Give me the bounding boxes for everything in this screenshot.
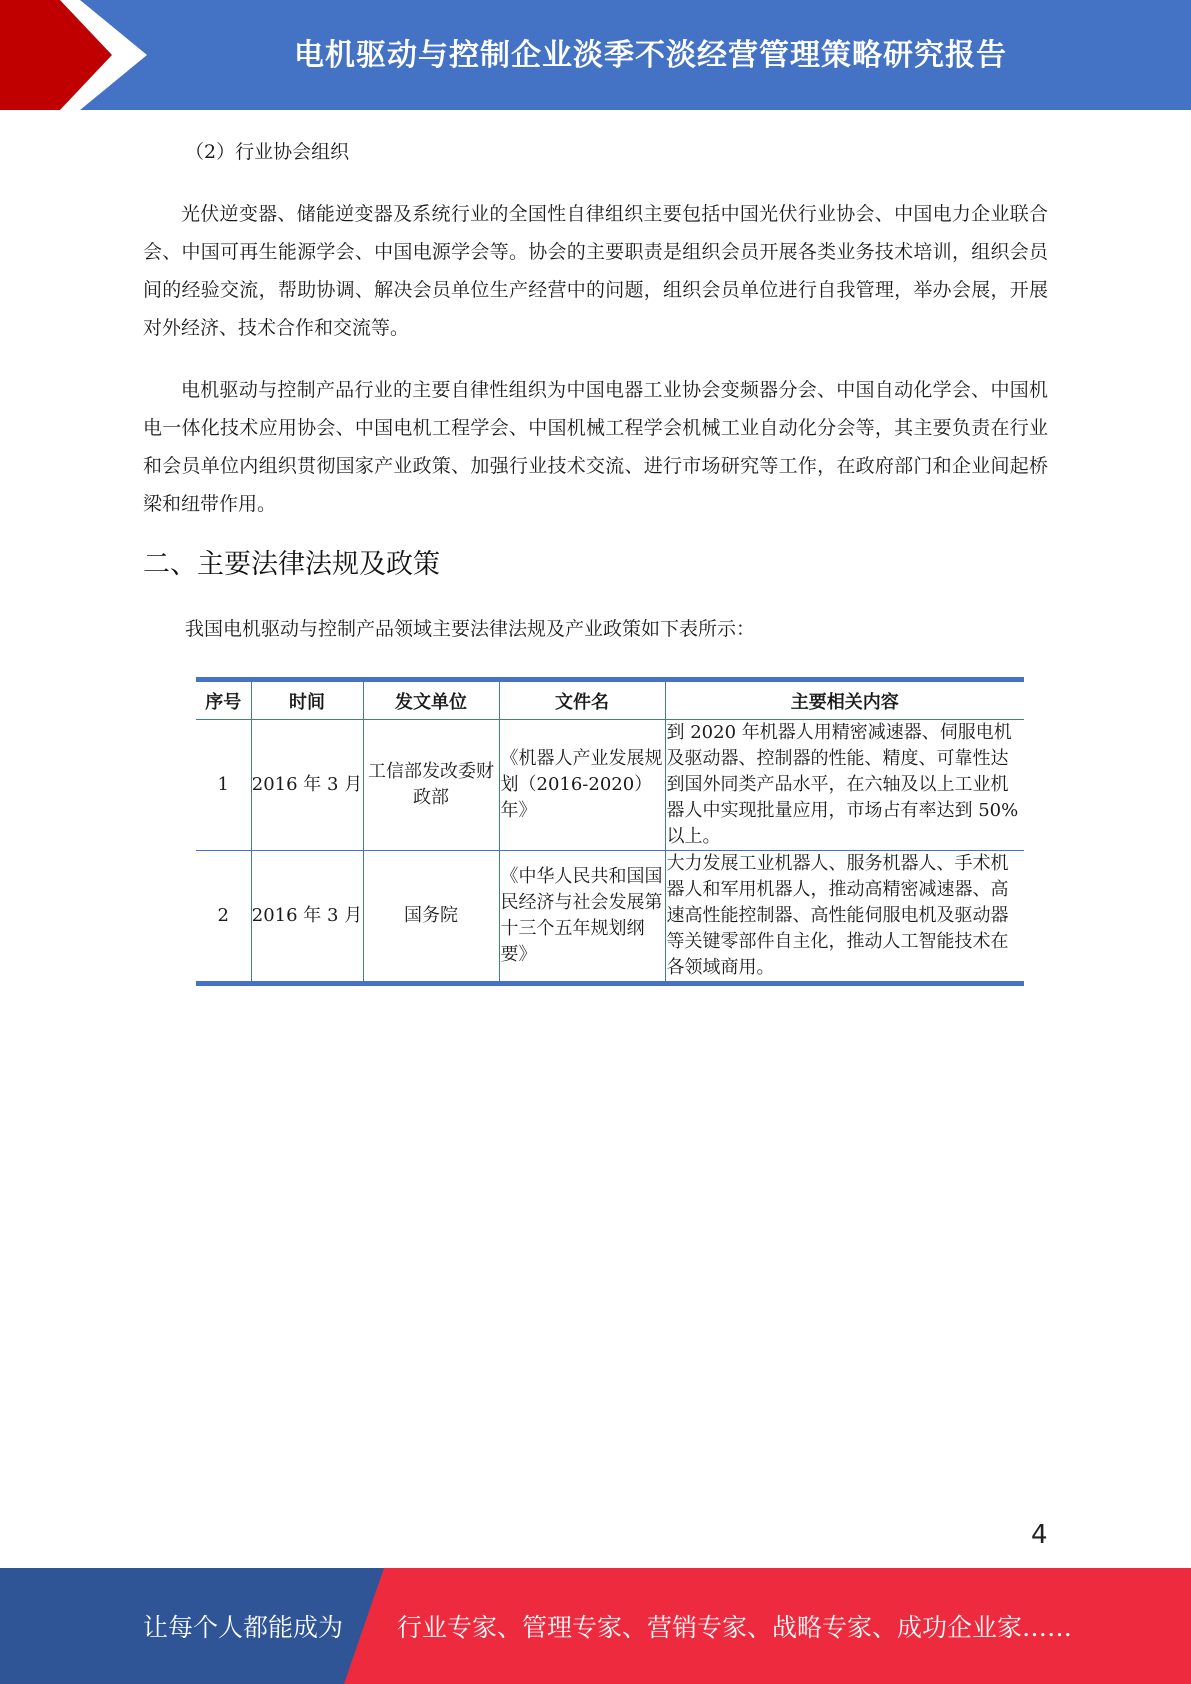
table-row bbox=[196, 851, 1024, 984]
cell-document: 《机器人产业发展规划（2016-2020）年》 bbox=[499, 720, 665, 851]
col-header-date: 时间 bbox=[251, 680, 363, 720]
col-header-document: 文件名 bbox=[499, 680, 665, 720]
table-intro-text: 我国电机驱动与控制产品领域主要法律法规及产业政策如下表所示： bbox=[185, 618, 756, 640]
col-header-index: 序号 bbox=[196, 680, 251, 720]
report-title: 电机驱动与控制企业淡季不淡经营管理策略研究报告 bbox=[294, 38, 1007, 73]
cell-issuer: 国务院 bbox=[363, 851, 499, 984]
cell-date: 2016 年 3 月 bbox=[251, 851, 363, 984]
col-header-issuer: 发文单位 bbox=[363, 680, 499, 720]
cell-content: 大力发展工业机器人、服务机器人、手术机器人和军用机器人，推动高精密减速器、高速高性能控制器、高性能伺服电机及驱动器等关键零部件自主化，推动人工智能技术在各领域商用。 bbox=[665, 851, 1024, 984]
subheading-industry-associations: （2）行业协会组织 bbox=[185, 141, 350, 163]
red-chevron-icon bbox=[0, 0, 160, 110]
table-row bbox=[196, 720, 1024, 851]
paragraph-motor-associations: 电机驱动与控制产品行业的主要自律性组织为中国电器工业协会变频器分会、中国自动化学会、中国机电一体化技术应用协会、中国电机工程学会、中国机械工程学会机械工业自动化分会等，其主要负责在行业和会员单位内组织贯彻国家产业政策、加强行业技术交流、进行市场研究等工作，在政府部门和企业间起桥梁和纽带作用。 bbox=[143, 379, 1048, 515]
footer-slogan-right: 行业专家、管理专家、营销专家、战略专家、成功企业家…… bbox=[397, 1613, 1073, 1642]
cell-document: 《中华人民共和国国民经济与社会发展第十三个五年规划纲要》 bbox=[499, 851, 665, 984]
footer-banner bbox=[0, 1568, 1191, 1684]
cell-content: 到 2020 年机器人用精密减速器、伺服电机及驱动器、控制器的性能、精度、可靠性达到国外同类产品水平，在六轴及以上工业机器人中实现批量应用，市场占有率达到 50%以上。 bbox=[665, 720, 1024, 851]
cell-index: 1 bbox=[196, 720, 251, 851]
policy-table-container bbox=[196, 677, 1024, 986]
col-header-content: 主要相关内容 bbox=[665, 680, 1024, 720]
report-header-banner bbox=[0, 0, 1191, 110]
cell-date: 2016 年 3 月 bbox=[251, 720, 363, 851]
table-header-row bbox=[196, 680, 1024, 720]
policy-table bbox=[196, 677, 1024, 986]
page-number: 4 bbox=[1031, 1520, 1048, 1550]
footer-slogan-left: 让每个人都能成为 bbox=[143, 1613, 344, 1642]
paragraph-pv-associations: 光伏逆变器、储能逆变器及系统行业的全国性自律组织主要包括中国光伏行业协会、中国电力企业联合会、中国可再生能源学会、中国电源学会等。协会的主要职责是组织会员开展各类业务技术培训，组织会员间的经验交流，帮助协调、解决会员单位生产经营中的问题，组织会员单位进行自我管理，举办会展，开展对外经济、技术合作和交流等。 bbox=[143, 203, 1048, 339]
cell-issuer: 工信部发改委财政部 bbox=[363, 720, 499, 851]
section-title-laws-policies: 二、主要法律法规及政策 bbox=[143, 549, 440, 580]
cell-index: 2 bbox=[196, 851, 251, 984]
